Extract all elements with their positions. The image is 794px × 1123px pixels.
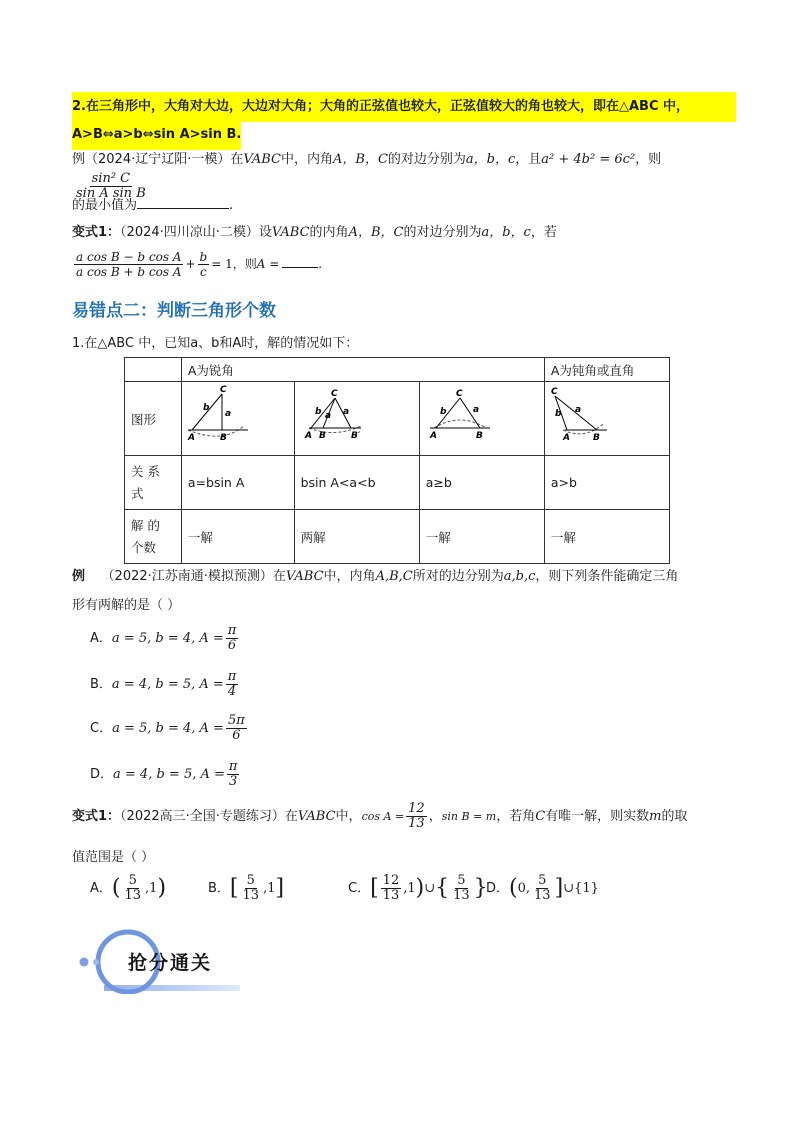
fraction-numerator: a cos B − b cos A — [76, 250, 182, 264]
angle-c: C — [535, 809, 546, 824]
option-fraction — [241, 874, 262, 903]
fraction-denominator: 6 — [232, 728, 241, 743]
svg-text:B: B — [475, 431, 483, 441]
highlight-text-1: 2.在三角形中，大角对大边，大边对大角；大角的正弦值也较大，正弦值较大的角也较大，即在△ABC 中， — [72, 99, 690, 114]
highlight-text-2: A>B⇔a>b⇔sin A>sin B. — [72, 127, 242, 142]
option-a[interactable] — [90, 624, 240, 653]
option-fraction — [381, 874, 402, 903]
svg-text:a: a — [472, 405, 479, 415]
svg-text:A: A — [429, 431, 437, 441]
option-fraction — [226, 624, 239, 653]
math-bracket: ) — [415, 875, 425, 901]
sides: a，b，c — [465, 152, 516, 167]
text: 中，内角 — [323, 569, 376, 584]
fraction-bc — [198, 250, 210, 279]
solutions-table — [124, 357, 670, 564]
section-banner — [76, 924, 256, 994]
count-cell: 一解 — [181, 510, 294, 564]
row-label-relation: 关 系 式 — [125, 456, 182, 510]
svg-text:b: b — [202, 403, 210, 413]
fraction-denominator: c — [200, 265, 207, 279]
example-label: 例 — [72, 569, 86, 584]
text: ，则 — [635, 152, 662, 167]
triangle-symbol: VABC — [271, 225, 310, 240]
figure-2 — [294, 382, 419, 456]
text: ∪{1} — [563, 881, 599, 896]
answer-blank[interactable] — [137, 208, 229, 209]
section-title: 易错点二：判断三角形个数 — [72, 301, 276, 321]
option-letter: D． — [90, 767, 114, 782]
option-letter: C． — [348, 881, 371, 896]
variant-2-line-2: 值范围是（ ） — [72, 850, 155, 865]
triangle-figure-one-solution — [420, 382, 540, 452]
option-expr: a = 5, b = 4, A = — [111, 631, 224, 646]
text: ,1 — [403, 881, 416, 896]
fraction-denominator: 13 — [408, 816, 425, 831]
relation-cell: a≥b — [419, 456, 544, 510]
svg-text:b: b — [554, 409, 562, 419]
angles: A，B，C — [348, 225, 404, 240]
fraction-denominator: 13 — [534, 888, 551, 903]
row-label-figure: 图形 — [125, 382, 182, 456]
text: A = — [256, 257, 280, 271]
option-letter: D． — [486, 881, 510, 896]
fraction-numerator: sin² C — [91, 171, 131, 186]
svg-text:C: C — [455, 389, 463, 399]
text: ，若角 — [496, 809, 536, 824]
text: ，则下列条件能确定三角 — [535, 569, 679, 584]
math-bracket: { — [435, 875, 450, 901]
triangle-symbol: VABC — [243, 152, 281, 167]
fraction-numerator: 5π — [227, 713, 245, 728]
triangle-symbol: VABC — [285, 569, 324, 584]
triangle-symbol: VABC — [297, 809, 336, 824]
text: 所对的边分别为 — [412, 569, 504, 584]
option-letter: B． — [208, 881, 230, 896]
header-obtuse: A为钝角或直角 — [544, 358, 669, 382]
fraction-numerator: 5 — [457, 873, 466, 888]
svg-text:B: B — [318, 431, 326, 441]
example-1-source: 例（2024·辽宁辽阳·一模）在 — [72, 152, 244, 167]
option-letter: A． — [90, 631, 112, 646]
fraction-numerator: 5 — [246, 873, 255, 888]
cos-fraction — [406, 802, 427, 831]
fraction-denominator: 13 — [242, 888, 260, 903]
highlight-line-1 — [72, 92, 736, 122]
fraction-denominator: 4 — [227, 684, 237, 699]
math-bracket: ] — [554, 875, 564, 901]
option-d-range[interactable] — [486, 874, 599, 903]
text: ，若 — [530, 225, 557, 240]
math-bracket: } — [473, 875, 488, 901]
svg-text:B′: B′ — [350, 431, 360, 441]
svg-text:A: A — [562, 433, 570, 443]
highlight-line-2 — [72, 120, 241, 150]
angles: A,B,C — [375, 569, 413, 584]
svg-text:C: C — [330, 389, 338, 399]
text: ，且 — [515, 152, 542, 167]
fraction-numerator: 12 — [408, 801, 425, 816]
svg-text:A: A — [304, 431, 312, 441]
triangle-figure-right — [182, 382, 290, 452]
fraction-denominator: 3 — [229, 774, 238, 789]
variable-m: m — [649, 809, 662, 824]
fraction-numerator: b — [199, 250, 208, 264]
fraction-denominator: 13 — [382, 888, 400, 903]
fraction-denominator: 13 — [453, 888, 470, 903]
sin-expr: sin B = m — [441, 810, 497, 823]
option-c[interactable] — [90, 714, 249, 743]
cos-expr: cos A = — [361, 810, 405, 823]
option-fraction — [451, 874, 472, 903]
svg-text:B: B — [592, 433, 600, 443]
math-bracket: ( — [509, 875, 518, 901]
figure-1 — [181, 382, 294, 456]
count-cell: 两解 — [294, 510, 419, 564]
text: 的对边分别为 — [403, 225, 482, 240]
variant-source: （2024·四川凉山·二模）设 — [120, 225, 272, 240]
answer-blank[interactable] — [282, 267, 318, 268]
variant-1 — [72, 222, 557, 244]
option-expr: a = 4, b = 5, A = — [113, 767, 225, 782]
example-2 — [72, 566, 678, 588]
option-b-range[interactable] — [208, 874, 284, 903]
option-fraction — [123, 874, 144, 903]
text: ，则 — [232, 257, 257, 271]
math-bracket: [ — [370, 875, 379, 901]
text: 的内角 — [309, 225, 349, 240]
variant-label: 变式1： — [72, 225, 121, 240]
table-corner — [125, 358, 182, 382]
condition-equation: a² + 4b² = 6c² — [541, 152, 636, 167]
sides: a,b,c — [503, 569, 536, 584]
svg-text:b: b — [314, 407, 322, 417]
example-1-line-2 — [72, 194, 233, 213]
example-source: （2022·江苏南通·模拟预测）在 — [101, 569, 286, 584]
count-cell: 一解 — [419, 510, 544, 564]
svg-text:B: B — [219, 433, 227, 443]
option-fraction — [227, 760, 240, 789]
svg-text:a: a — [224, 409, 231, 419]
svg-text:a: a — [574, 405, 581, 415]
fraction-numerator: π — [228, 759, 238, 774]
math-bracket: ] — [275, 875, 285, 901]
fraction-denominator: a cos B + b cos A — [76, 265, 182, 279]
relation-cell: a=bsin A — [181, 456, 294, 510]
banner-title: 抢分通关 — [128, 952, 213, 974]
text: 的取 — [661, 809, 688, 824]
svg-text:b: b — [439, 407, 447, 417]
text: + — [185, 257, 196, 271]
text: 的最小值为 — [72, 198, 138, 213]
option-letter: A． — [90, 881, 112, 896]
fraction-numerator: 12 — [382, 873, 400, 888]
svg-text:A: A — [187, 433, 195, 443]
text: 中， — [335, 809, 362, 824]
text: 的对边分别为 — [387, 152, 466, 167]
example-2-line-2: 形有两解的是（ ） — [72, 598, 181, 613]
sides: a，b，c — [481, 225, 531, 240]
text: ,1 — [145, 881, 158, 896]
text: ,1 — [263, 881, 276, 896]
text: 有唯一解，则实数 — [545, 809, 650, 824]
svg-text:a: a — [324, 411, 331, 421]
fraction-numerator: π — [227, 623, 237, 638]
text: 中，内角 — [281, 152, 334, 167]
option-fraction — [226, 714, 247, 743]
option-fraction — [226, 670, 239, 699]
relation-cell: bsin A<a<b — [294, 456, 419, 510]
variant-1-equation — [72, 250, 322, 279]
math-bracket: [ — [229, 875, 239, 901]
svg-text:a: a — [342, 407, 349, 417]
option-b[interactable] — [90, 670, 240, 699]
count-cell: 一解 — [544, 510, 669, 564]
option-c-range[interactable] — [348, 874, 488, 903]
fraction-numerator: π — [227, 669, 237, 684]
text: . — [229, 198, 234, 213]
option-expr: a = 4, b = 5, A = — [111, 677, 224, 692]
option-a-range[interactable] — [90, 874, 166, 903]
svg-text:C: C — [550, 387, 558, 397]
triangle-figure-obtuse — [545, 382, 665, 452]
intro-text: 1.在△ABC 中，已知a、b和A时，解的情况如下： — [72, 336, 359, 351]
row-label-count: 解 的 个数 — [125, 510, 182, 564]
option-d[interactable] — [90, 760, 241, 789]
variant-label: 变式1： — [72, 809, 121, 824]
fraction-numerator: 5 — [538, 873, 547, 888]
svg-text:C: C — [219, 385, 227, 395]
fraction-denominator: 13 — [124, 888, 142, 903]
fraction-numerator: 5 — [128, 873, 137, 888]
option-fraction — [532, 874, 553, 903]
figure-4 — [544, 382, 669, 456]
math-bracket: ( — [111, 875, 121, 901]
fraction-cos — [74, 250, 183, 279]
figure-3 — [419, 382, 544, 456]
text: . — [318, 257, 323, 271]
fraction-denominator: sin A sin B — [76, 186, 146, 201]
math-bracket: ) — [157, 875, 167, 901]
option-letter: C． — [90, 721, 113, 736]
fraction-denominator: 6 — [227, 638, 237, 653]
variant-source: （2022高三·全国·专题练习）在 — [120, 809, 298, 824]
angles: A，B，C — [333, 152, 388, 167]
variant-2: 变式1：（2022高三·全国·专题练习）在VABC中，cos A = $\frac{12}{13}$ ，sin B = m，若角C有唯一解，则实数m的取 — [72, 801, 688, 831]
relation-cell: a>b — [544, 456, 669, 510]
text: 0, — [517, 881, 531, 896]
text: = 1 — [211, 257, 233, 271]
text: ∪ — [424, 881, 436, 896]
option-expr: a = 5, b = 4, A = — [112, 721, 224, 736]
triangle-figure-two-solutions — [295, 382, 415, 452]
option-letter: B． — [90, 677, 112, 692]
header-acute: A为锐角 — [181, 358, 544, 382]
